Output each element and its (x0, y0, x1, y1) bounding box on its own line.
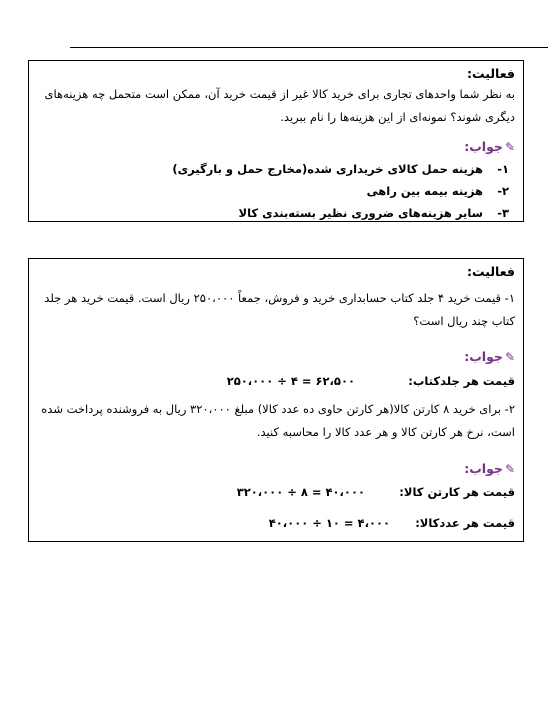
list-item (172, 180, 509, 202)
calc-label: قیمت هر جلدکتاب: (408, 374, 515, 388)
item-text: سایر هزینه‌های ضروری نظیر بسته‌بندی کالا (238, 206, 483, 220)
pen-icon: ✎ (504, 462, 515, 476)
activity-question: به نظر شما واحدهای تجاری برای خرید کالا غیر از قیمت خرید آن، ممکن است متحمل چه هزینه‌های دیگری شوند؟ نمونه‌ای از این هزینه‌ها را نام ببرید. (44, 87, 515, 124)
question-1: ۱- قیمت خرید ۴ جلد کتاب حسابداری خرید و فروش، جمعاً ۲۵۰،۰۰۰ ریال است. قیمت خرید هر جلد کتاب چند ریال است؟ (44, 291, 515, 328)
answer-heading (464, 139, 515, 155)
list-item (172, 202, 509, 224)
pen-icon: ✎ (504, 140, 515, 154)
pen-icon: ✎ (504, 350, 515, 364)
question-2: ۲- برای خرید ۸ کارتن کالا(هر کارتن حاوی ده عدد کالا) مبلغ ۳۲۰،۰۰۰ ریال به فروشنده پرداخت شده است، نرخ هر کارتن کالا و هر عدد کالا را محاسبه کنید. (41, 402, 515, 439)
top-divider (70, 47, 548, 48)
list-item (172, 158, 509, 180)
calc-label: قیمت هر کارتن کالا: (399, 485, 515, 499)
activity-box-2 (28, 258, 524, 542)
item-number: ۱- (497, 162, 509, 176)
answer-label: جواب: (464, 139, 503, 154)
item-text: هزینه بیمه بین راهی (366, 184, 483, 198)
calc-expression: ۴۰،۰۰۰ ÷ ۱۰ = ۴،۰۰۰ (268, 516, 390, 530)
calc-expression: ۲۵۰،۰۰۰ ÷ ۴ = ۶۲،۵۰۰ (226, 374, 355, 388)
answer-heading (464, 349, 515, 365)
calc-row-1 (35, 373, 515, 389)
activity-title: فعالیت: (467, 66, 515, 81)
answer-heading (464, 461, 515, 477)
answer-label: جواب: (464, 349, 503, 364)
answer-list (172, 158, 509, 224)
calc-label: قیمت هر عددکالا: (415, 516, 515, 530)
item-number: ۲- (497, 184, 509, 198)
calc-row-3 (35, 515, 515, 531)
activity-title: فعالیت: (467, 264, 515, 279)
calc-expression: ۳۲۰،۰۰۰ ÷ ۸ = ۴۰،۰۰۰ (236, 485, 365, 499)
item-text: هزینه حمل کالای خریداری شده(مخارج حمل و بارگیری) (172, 162, 483, 176)
item-number: ۳- (497, 206, 509, 220)
answer-label: جواب: (464, 461, 503, 476)
calc-row-2 (35, 484, 515, 500)
activity-box-1 (28, 60, 524, 222)
